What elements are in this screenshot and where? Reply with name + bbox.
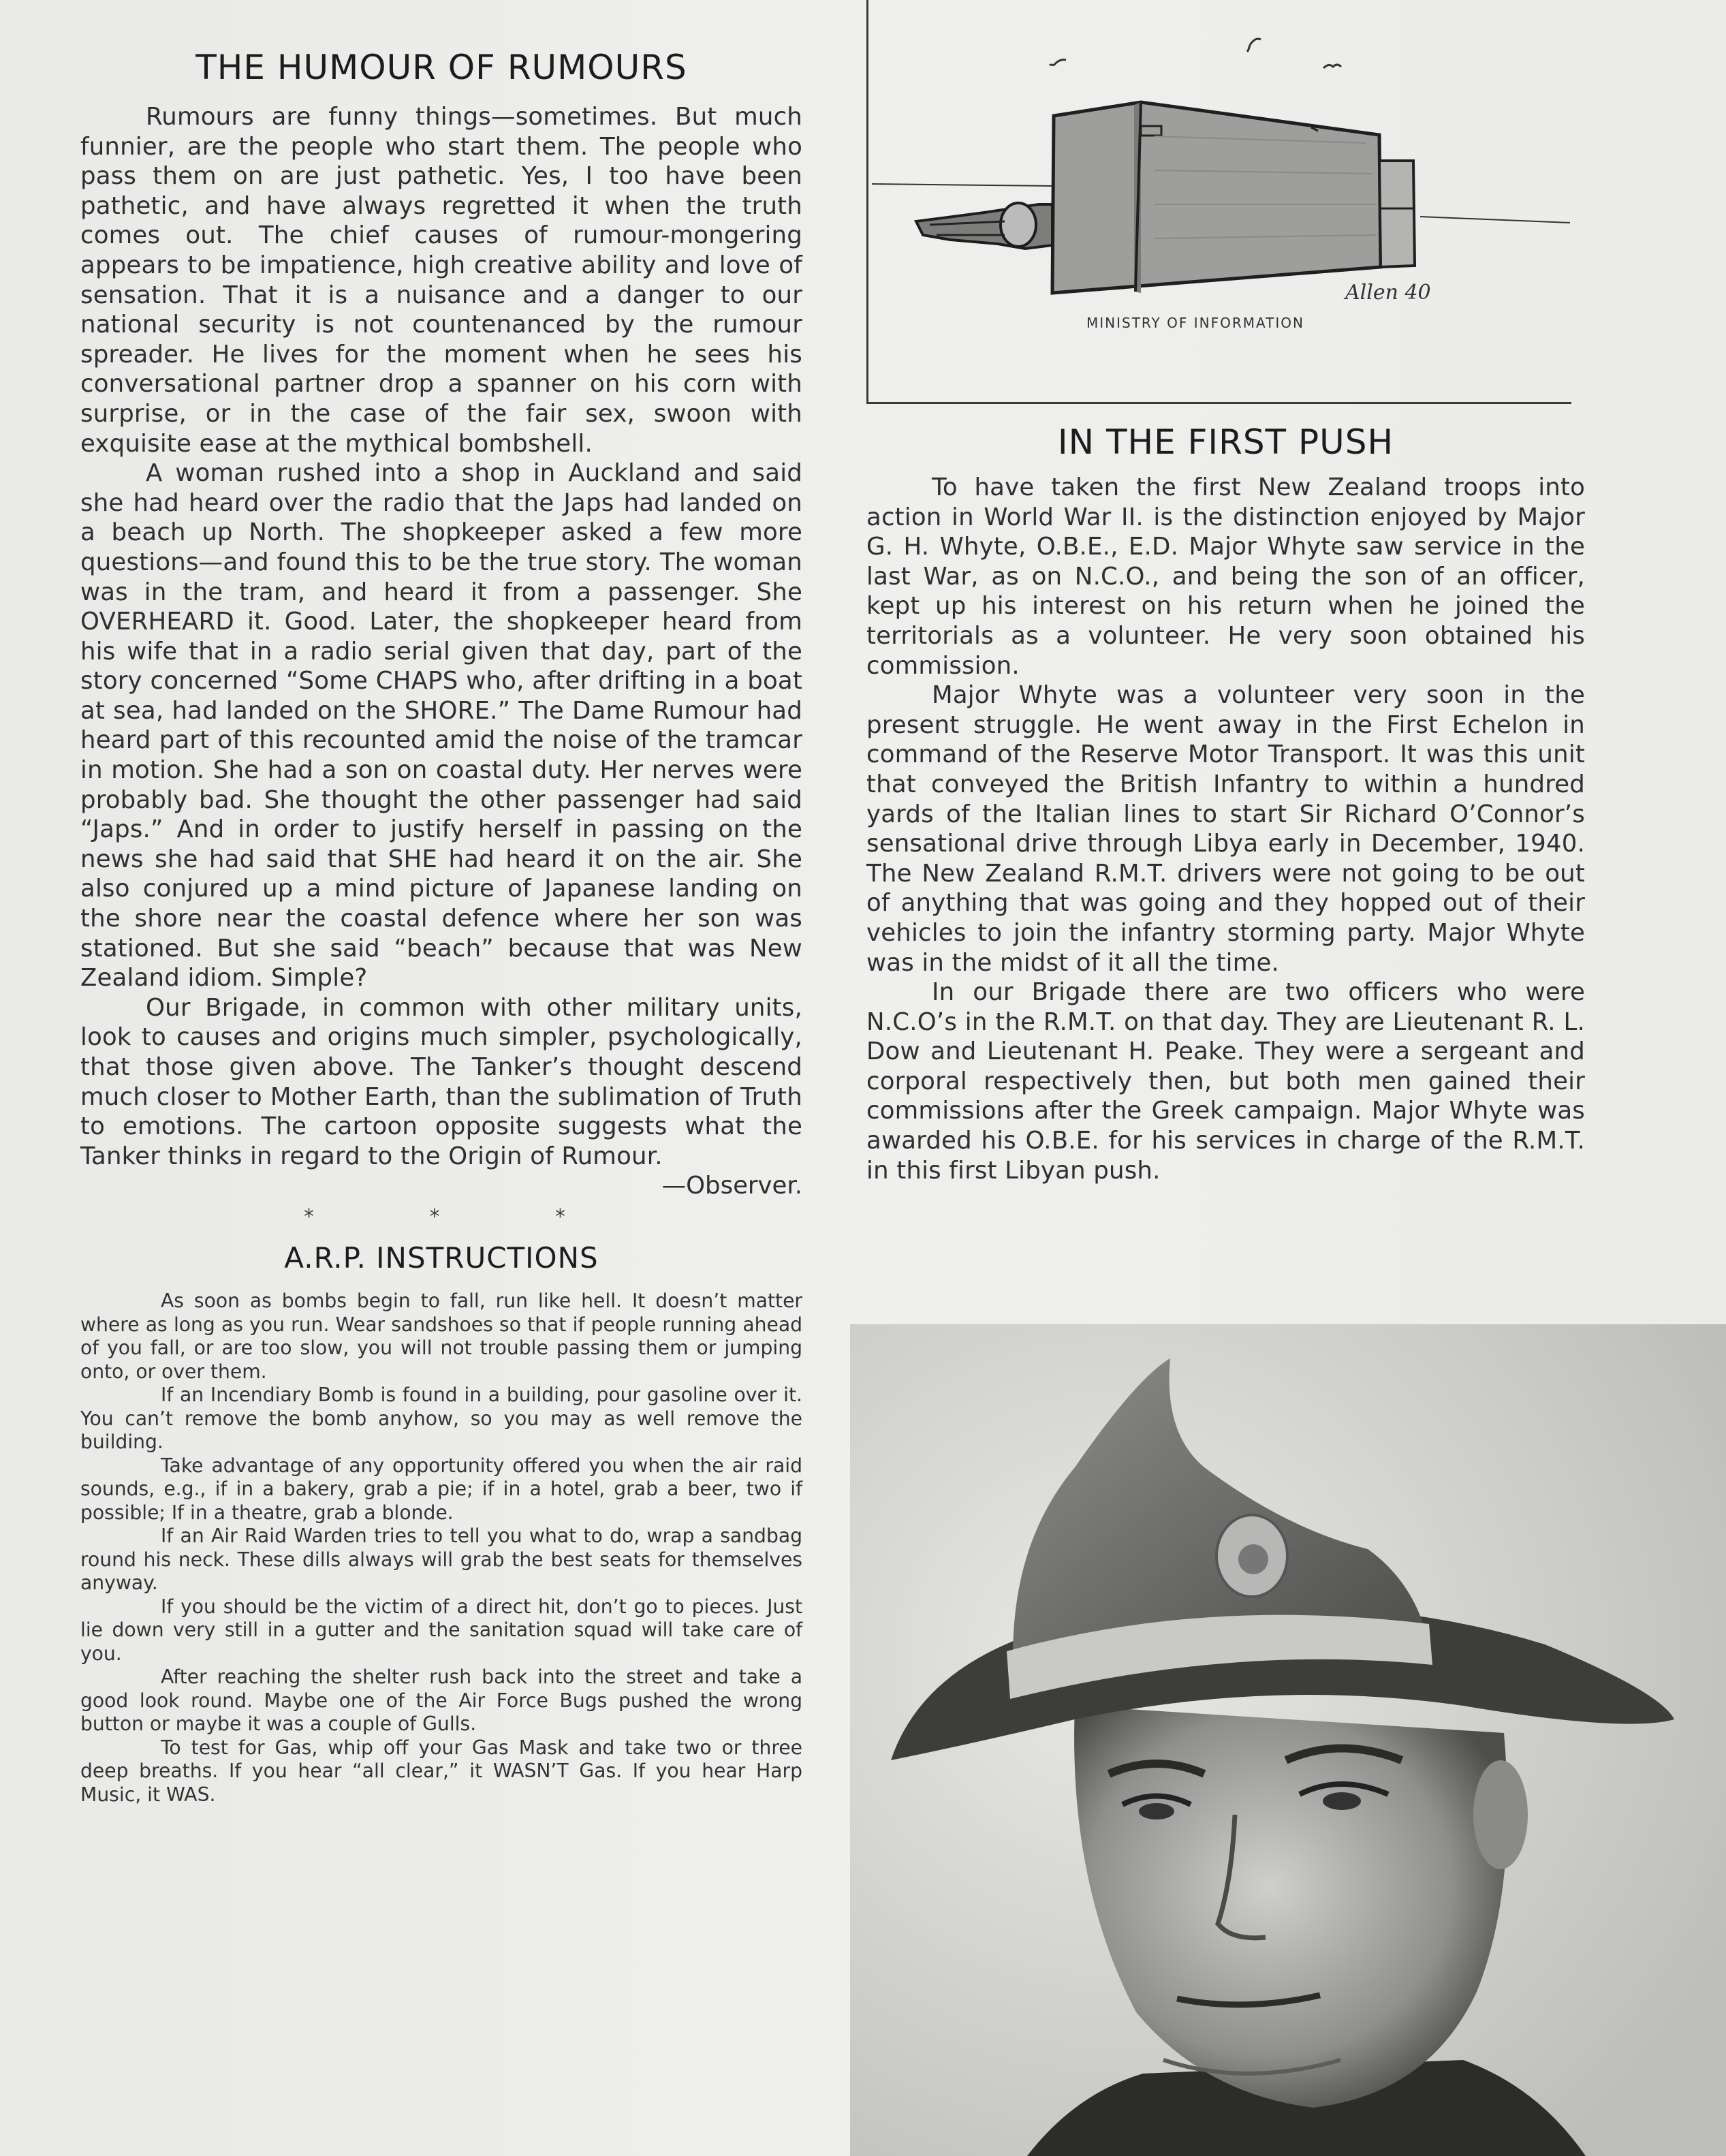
article-title-push: IN THE FIRST PUSH: [1057, 422, 1394, 462]
paragraph: If you should be the victim of a direct hit, don’t go to pieces. Just lie down very still in a gutter and the sanitation squad will take care of you.: [80, 1595, 802, 1665]
paragraph: Take advantage of any opportunity offered you when the air raid sounds, e.g., if in a bakery, grab a pie; if in a hotel, grab a beer, two if possible; If in a theatre, grab a blonde.: [80, 1454, 802, 1524]
portrait-photo: [850, 1324, 1726, 2156]
article-body-humour: [80, 102, 802, 1171]
paragraph: If an Air Raid Warden tries to tell you what to do, wrap a sandbag round his neck. These dills always will grab the best seats for themselves anyway.: [80, 1525, 802, 1595]
paragraph: If an Incendiary Bomb is found in a building, pour gasoline over it. You can’t remove the bomb anyhow, so you may as well remove the building.: [80, 1384, 802, 1454]
article-body-push: [866, 473, 1585, 1185]
cartoon-caption: MINISTRY OF INFORMATION: [1086, 315, 1304, 331]
article-title-humour: THE HUMOUR OF RUMOURS: [195, 48, 687, 87]
paragraph: To have taken the first New Zealand troops into action in World War II. is the distinction enjoyed by Major G. H. Whyte, O.B.E., E.D. Major Whyte saw service in the last War, as on N.C.O., and being the son of an officer, kept up his interest on his return when he joined the territorials as a volunteer. He very soon obtained his commission.: [866, 473, 1585, 680]
paragraph: As soon as bombs begin to fall, run like hell. It doesn’t matter where as long as you run. Wear sandshoes so that if people running ahead of you fall, or are too slow, you will not trouble passing them or jumping onto, or over them.: [80, 1290, 802, 1383]
article-body-arp: [80, 1290, 802, 1807]
paragraph: A woman rushed into a shop in Auckland and said she had heard over the radio that the Japs had landed on a beach up North. The shopkeeper asked a few more questions—and found this to be the true story. The woman was in the tram, and heard it from a passenger. She OVERHEARD it. Good. Later, the shopkeeper heard from his wife that in a radio serial given that day, part of the story concerned “Some CHAPS who, after drifting in a boat at sea, had landed on the SHORE.” The Dame Rumour had heard part of this recounted amid the noise of the tramcar in motion. She had a son on coastal duty. Her nerves were probably bad. She thought the other passenger had said “Japs.” And in order to justify herself in passing on the news she had said that SHE had heard it on the air. She also conjured up a mind picture of Japanese landing on the shore near the coastal defence where her son was stationed. But she said “beach” because that was New Zealand idiom. Simple?: [80, 459, 802, 993]
tank-drawing: [868, 0, 1571, 402]
paragraph: After reaching the shelter rush back into the street and take a good look round. Maybe one of the Air Force Bugs pushed the wrong button or maybe it was a couple of Gulls.: [80, 1666, 802, 1736]
paragraph: Our Brigade, in common with other military units, look to causes and origins much simpler, psychologically, that those given above. The Tanker’s thought descend much closer to Mother Earth, than the sublimation of Truth to emotions. The cartoon opposite suggests what the Tanker thinks in regard to the Origin of Rumour.: [80, 993, 802, 1170]
left-column: [80, 48, 802, 1807]
cartoon-illustration: [866, 0, 1571, 404]
paragraph: Major Whyte was a volunteer very soon in the present struggle. He went away in the First Echelon in command of the Reserve Motor Transport. It was this unit that conveyed the British Infantry to within a hundred yards of the Italian lines to start Sir Richard O’Connor’s sensational drive through Libya early in December, 1940. The New Zealand R.M.T. drivers were not going to be out of anything that was going and they hopped out of their vehicles to join the infantry storming party. Major Whyte was in the midst of it all the time.: [866, 681, 1585, 977]
section-separator: * * *: [303, 1205, 621, 1230]
cartoonist-signature: Allen 40: [1345, 281, 1431, 304]
paragraph: To test for Gas, whip off your Gas Mask and take two or three deep breaths. If you hear “all clear,” it WASN’T Gas. If you hear Harp Music, it WAS.: [80, 1736, 802, 1806]
author-signoff: —Observer.: [661, 1172, 802, 1200]
article-title-arp: A.R.P. INSTRUCTIONS: [284, 1241, 599, 1275]
officer-portrait: [850, 1324, 1726, 2156]
paragraph: In our Brigade there are two officers who were N.C.O’s in the R.M.T. on that day. They are Lieutenant R. L. Dow and Lieutenant H. Peake. They were a sergeant and corporal respectively then, but both men gained their commissions after the Greek campaign. Major Whyte was awarded his O.B.E. for his services in charge of the R.M.T. in this first Libyan push.: [866, 978, 1585, 1185]
right-column: [866, 422, 1585, 1185]
paragraph: Rumours are funny things—sometimes. But much funnier, are the people who start them. The people who pass them on are just pathetic. Yes, I too have been pathetic, and have always regretted it when the truth comes out. The chief causes of rumour-mongering appears to be impatience, high creative ability and love of sensation. That it is a nuisance and a danger to our national security is not countenanced by the rumour spreader. He lives for the moment when he sees his conversational partner drop a spanner on his corn with surprise, or in the case of the fair sex, swoon with exquisite ease at the mythical bombshell.: [80, 103, 802, 458]
